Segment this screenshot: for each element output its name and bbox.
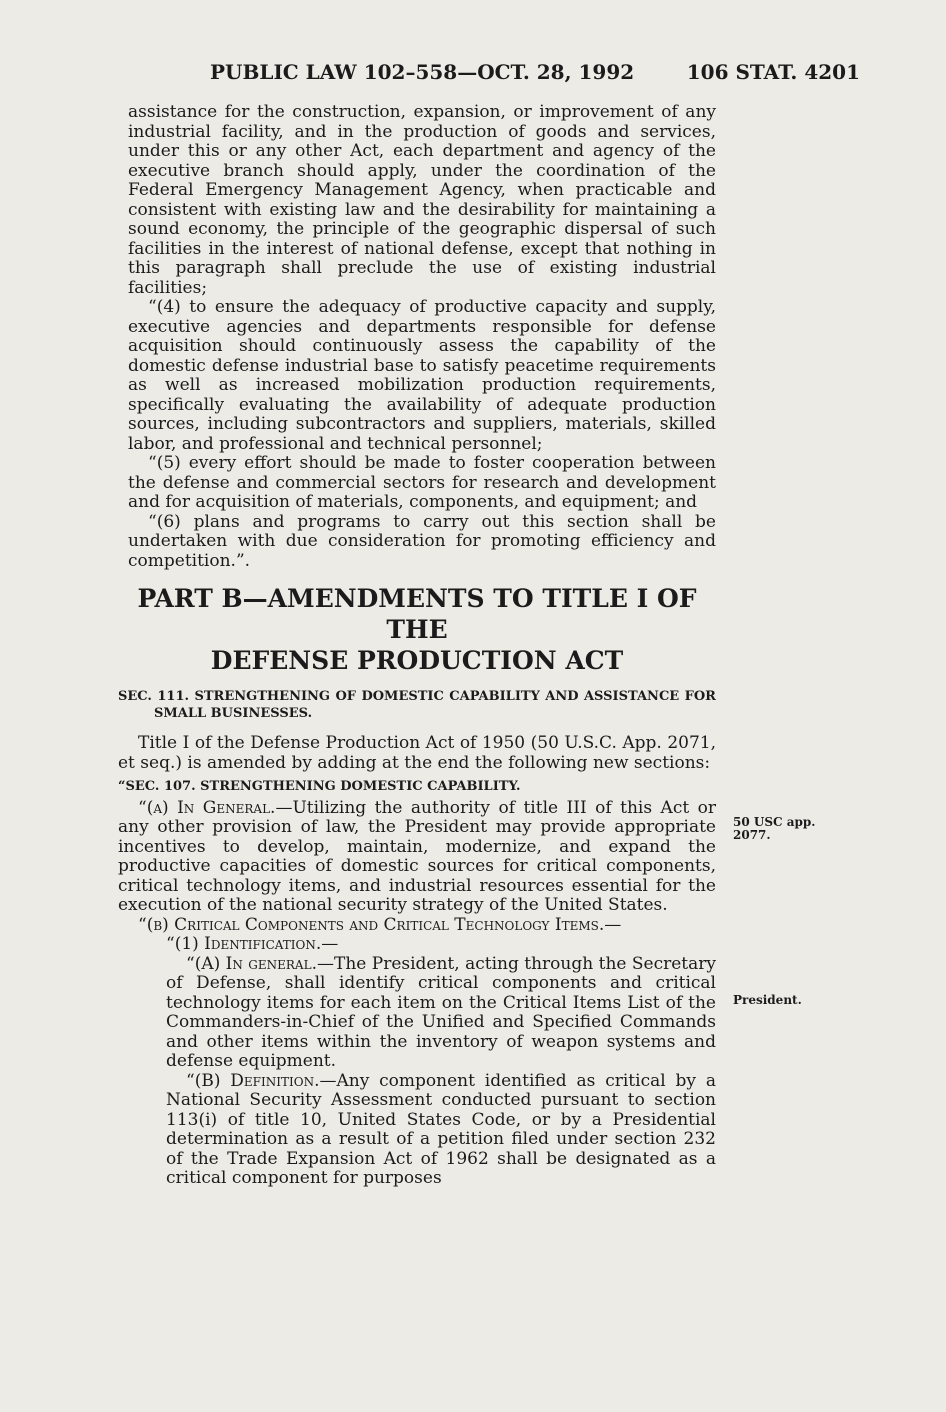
paragraph-6: “(6) plans and programs to carry out this section shall be undertaken with due consideration for promoting efficiency and competition.”. <box>128 511 716 571</box>
subsection-a-text: —Utilizing the authority of title III of this Act or any other provision of law, the President may provide appropriate incentives to develop, maintain, modernize, and expand the productive capacities of domestic sources for critical components, critical technology items, and industrial resources essential for the execution of the national security strategy of the United States. <box>118 797 716 915</box>
margin-note-usc-line-2: 2077. <box>733 828 771 842</box>
subsection-a <box>118 799 716 916</box>
paragraph-3-continuation: assistance for the construction, expansion, or improvement of any industrial facility, and in the production of goods and services, under this or any other Act, each department and agency of the executive branch should apply, under the coordination of the Federal Emergency Management Agency, when practicable and consistent with existing law and the desirability for maintaining a sound economy, the principle of the geographic dispersal of such facilities in the interest of national defense, except that nothing in this paragraph shall preclude the use of existing industrial facilities; <box>128 102 716 298</box>
subparagraph-b-text: —Any component identified as critical by a National Security Assessment conducted pursuant to section 113(i) of title 10, United States Code, or by a Presidential determination as a result of a petition filed under section 232 of the Trade Expansion Act of 1962 shall be designated as a critical component for purposes <box>166 1070 716 1188</box>
paragraph-1-heading: “(1) Identification.— <box>166 934 339 954</box>
header-stat-page: 106 STAT. 4201 <box>686 60 860 84</box>
subparagraph-b-heading: “(B) Definition. <box>186 1070 320 1091</box>
subsection-a-heading: “(a) In General. <box>138 797 276 818</box>
margin-note-president: President. <box>733 993 802 1007</box>
section-111-text: Title I of the Defense Production Act of 1950 (50 U.S.C. App. 2071, et seq.) is amended by adding at the end the following new sections: <box>118 733 716 773</box>
header-law-citation: PUBLIC LAW 102–558—OCT. 28, 1992 <box>210 60 635 84</box>
subparagraph-a-heading: “(A) In general. <box>186 953 317 974</box>
part-title-line-1: PART B—AMENDMENTS TO TITLE I OF THE <box>137 584 697 644</box>
subparagraph-a <box>118 955 716 1072</box>
section-107-title: “SEC. 107. STRENGTHENING DOMESTIC CAPABILITY. <box>118 779 521 794</box>
section-111-title: SEC. 111. STRENGTHENING OF DOMESTIC CAPABILITY AND ASSISTANCE FOR SMALL BUSINESSES. <box>118 689 716 721</box>
part-title-line-2: DEFENSE PRODUCTION ACT <box>210 646 624 675</box>
subsection-b-heading: “(b) Critical Components and Critical Technology Items.— <box>138 914 622 935</box>
paragraph-4: “(4) to ensure the adequacy of productive capacity and supply, executive agencies and departments responsible for defense acquisition should continuously assess the capability of the domestic defense industrial base to satisfy peacetime requirements as well as increased mobilization production requirements, specifically evaluating the availability of adequate production sources, including subcontractors and suppliers, materials, skilled labor, and professional and technical personnel; <box>128 297 716 454</box>
page-body <box>118 103 716 1189</box>
margin-note-usc <box>733 816 815 842</box>
margin-note-usc-line-1: 50 USC app. <box>733 815 816 829</box>
part-title <box>118 583 716 676</box>
paragraph-5: “(5) every effort should be made to foster cooperation between the defense and commercial sectors for research and development and for acquisition of materials, components, and equipment; and <box>128 453 716 512</box>
subparagraph-a-text: —The President, acting through the Secretary of Defense, shall identify critical components and critical technology items for each item on the Critical Items List of the Commanders-in-Chief of the Unified and Specified Commands and other items within the inventory of weapon systems and defense equipment. <box>166 953 716 1071</box>
subparagraph-b <box>118 1072 716 1189</box>
